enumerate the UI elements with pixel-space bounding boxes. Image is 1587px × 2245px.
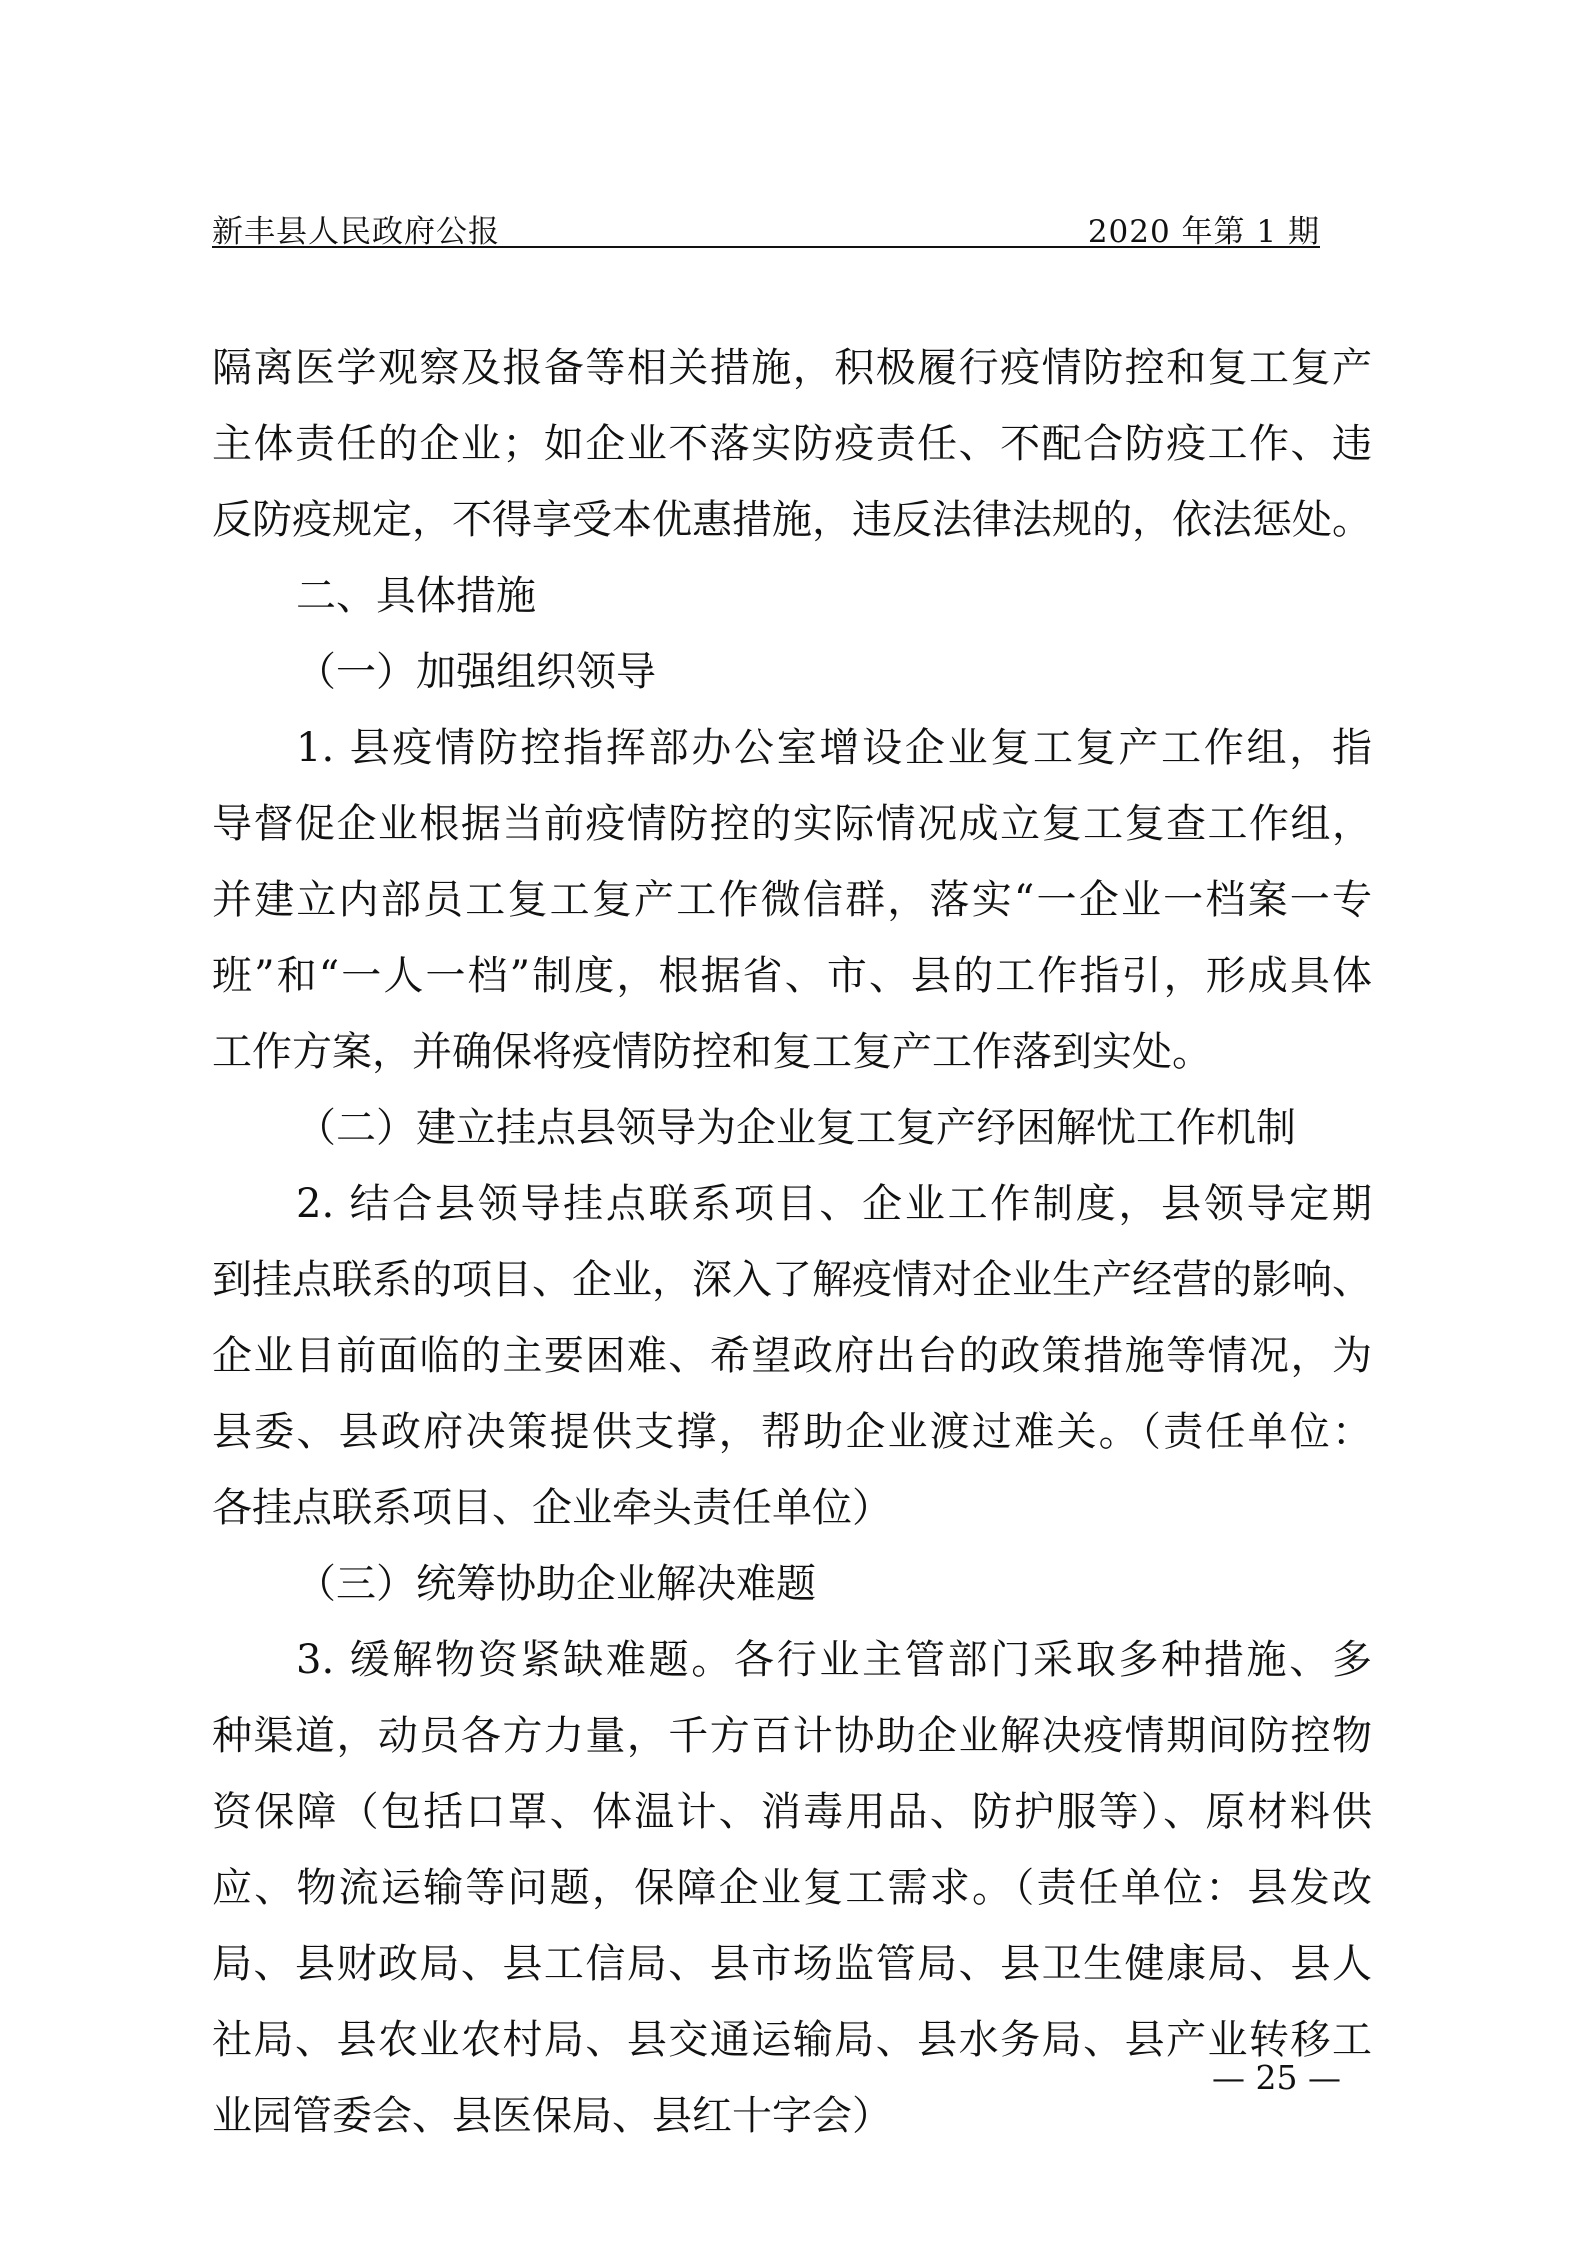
- section-heading: 二、具体措施: [296, 573, 536, 619]
- body-line: 应、物流运输等问题，保障企业复工需求。（责任单位：县发改: [212, 1865, 1372, 1911]
- body-line: 3. 缓解物资紧缺难题。各行业主管部门采取多种措施、多: [296, 1637, 1372, 1683]
- document-body: [212, 330, 1372, 2154]
- body-line: 并建立内部员工复工复产工作微信群，落实“一企业一档案一专: [212, 877, 1372, 923]
- body-line: 资保障（包括口罩、体温计、消毒用品、防护服等）、原材料供: [212, 1789, 1372, 1835]
- body-line: 种渠道，动员各方力量，千方百计协助企业解决疫情期间防控物: [212, 1713, 1372, 1759]
- body-line: 反防疫规定，不得享受本优惠措施，违反法律法规的，依法惩处。: [212, 497, 1372, 543]
- body-line: 2. 结合县领导挂点联系项目、企业工作制度，县领导定期: [296, 1181, 1372, 1227]
- body-line: 各挂点联系项目、企业牵头责任单位）: [212, 1485, 892, 1531]
- body-line: 业园管委会、县医保局、县红十字会）: [212, 2093, 892, 2139]
- issue-number: 2020 年第 1 期: [1087, 214, 1320, 250]
- body-line: 社局、县农业农村局、县交通运输局、县水务局、县产业转移工: [212, 2017, 1372, 2063]
- body-line: 局、县财政局、县工信局、县市场监管局、县卫生健康局、县人: [212, 1941, 1372, 1987]
- body-line: 主体责任的企业；如企业不落实防疫责任、不配合防疫工作、违: [212, 421, 1372, 467]
- body-line: 到挂点联系的项目、企业，深入了解疫情对企业生产经营的影响、: [212, 1257, 1372, 1303]
- body-line: 1. 县疫情防控指挥部办公室增设企业复工复产工作组，指: [296, 725, 1372, 771]
- body-line: 县委、县政府决策提供支撑，帮助企业渡过难关。（责任单位：: [212, 1409, 1372, 1455]
- body-line: 隔离医学观察及报备等相关措施，积极履行疫情防控和复工复产: [212, 345, 1372, 391]
- body-line: 班”和“一人一档”制度，根据省、市、县的工作指引，形成具体: [212, 953, 1372, 999]
- subsection-heading: （三）统筹协助企业解决难题: [296, 1561, 816, 1607]
- subsection-heading: （一）加强组织领导: [296, 649, 656, 695]
- body-line: 企业目前面临的主要困难、希望政府出台的政策措施等情况，为: [212, 1333, 1372, 1379]
- page-number: — 25 —: [1212, 2058, 1341, 2097]
- subsection-heading: （二）建立挂点县领导为企业复工复产纾困解忧工作机制: [296, 1105, 1296, 1151]
- publication-title: 新丰县人民政府公报: [212, 214, 500, 250]
- body-line: 导督促企业根据当前疫情防控的实际情况成立复工复查工作组，: [212, 801, 1372, 847]
- page-header: [212, 200, 1320, 248]
- body-line: 工作方案，并确保将疫情防控和复工复产工作落到实处。: [212, 1029, 1212, 1075]
